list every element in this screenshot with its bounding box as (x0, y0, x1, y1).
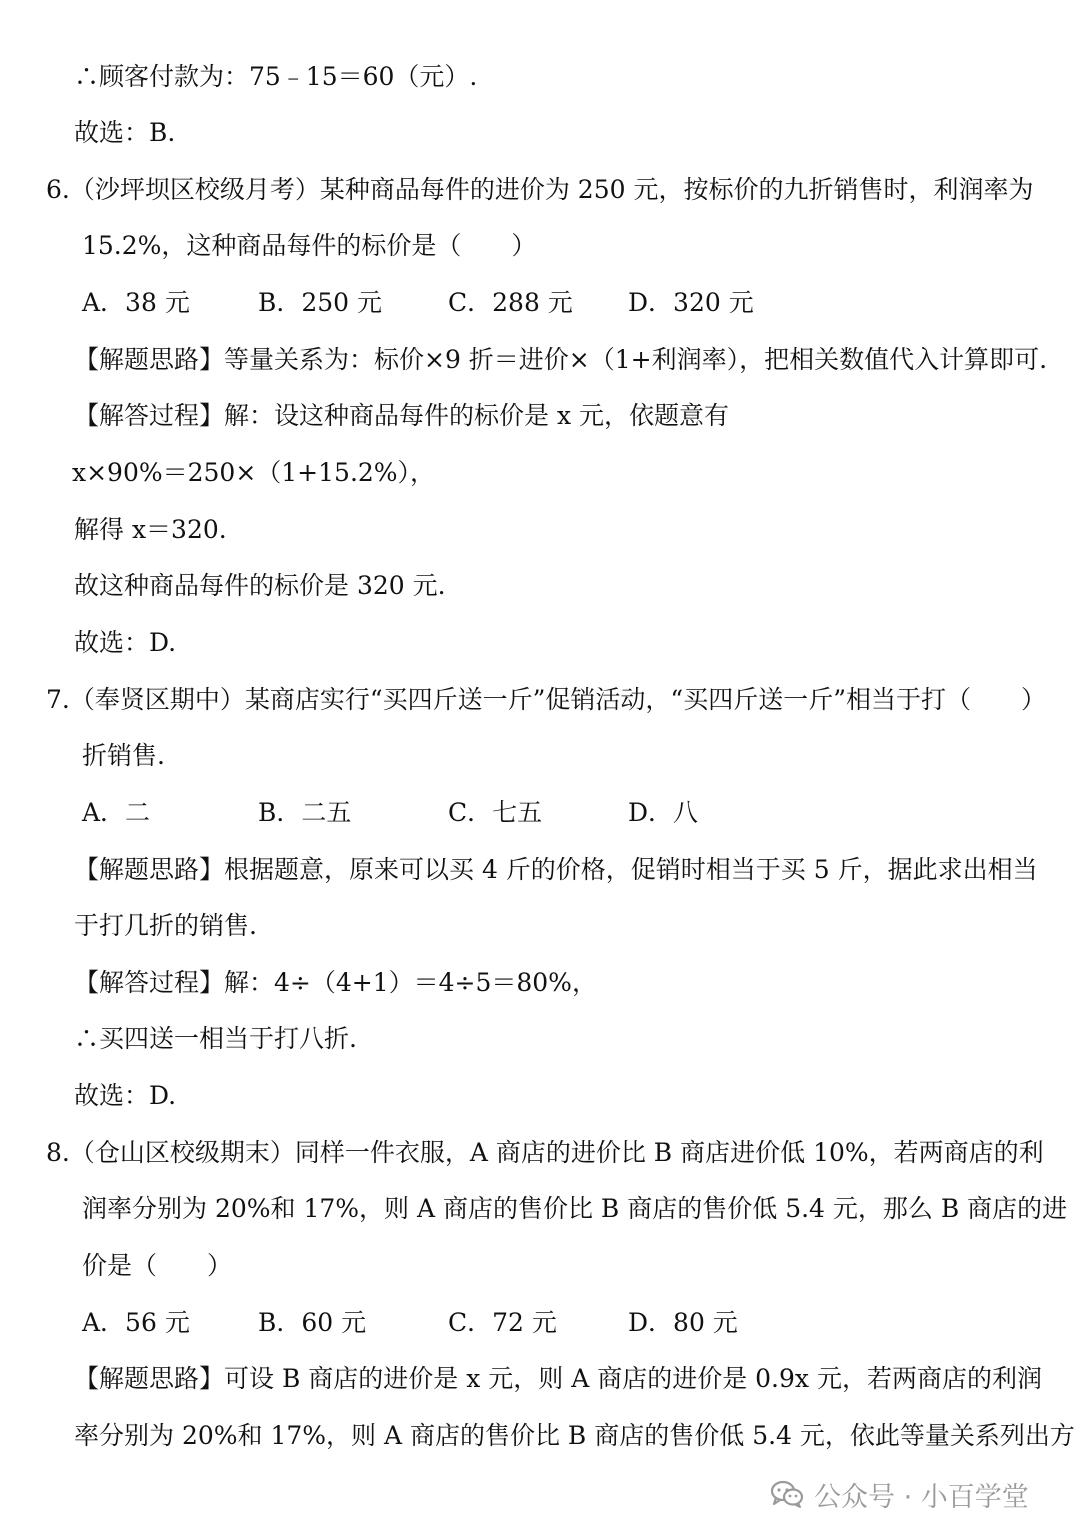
q8-option-b: B．60 元 (258, 1308, 367, 1337)
text-line: ∴顾客付款为：75﹣15＝60（元）. (74, 62, 478, 91)
question-6-stem-cont: 15.2%，这种商品每件的标价是（ ） (82, 231, 537, 260)
q7-answer: 故选：D. (74, 1081, 177, 1110)
q7-solution-idea: 【解题思路】根据题意，原来可以买 4 斤的价格，促销时相当于买 5 斤，据此求出相当 (74, 855, 1038, 884)
watermark (770, 1474, 1029, 1514)
q8-option-d: D．80 元 (628, 1308, 738, 1337)
q6-equation: x×90%＝250×（1+15.2%）， (72, 458, 436, 487)
q6-answer: 故选：D. (74, 628, 177, 657)
question-7-stem-cont: 折销售. (82, 741, 165, 770)
q8-solution-idea-cont: 率分别为 20%和 17%，则 A 商店的售价比 B 商店的售价低 5.4 元，依此等量关系列出方 (74, 1421, 1075, 1450)
q6-option-d: D．320 元 (628, 288, 754, 317)
q7-solution-idea-cont: 于打几折的销售. (74, 911, 257, 940)
q7-solution-process: 【解答过程】解：4÷（4+1）＝4÷5＝80%， (74, 968, 597, 997)
q7-conclusion: ∴买四送一相当于打八折. (74, 1024, 357, 1053)
question-8-stem-cont: 润率分别为 20%和 17%，则 A 商店的售价比 B 商店的售价低 5.4 元，那么 B 商店的进 (82, 1194, 1068, 1223)
q6-solution-process: 【解答过程】解：设这种商品每件的标价是 x 元，依题意有 (74, 401, 729, 430)
q8-option-c: C．72 元 (448, 1308, 557, 1337)
q6-conclusion: 故这种商品每件的标价是 320 元. (74, 571, 446, 600)
wechat-icon (770, 1479, 804, 1509)
q6-option-a: A．38 元 (82, 288, 190, 317)
q7-option-b: B．二五 (258, 798, 352, 827)
q8-option-a: A．56 元 (82, 1308, 190, 1337)
answer-line: 故选：B. (74, 118, 176, 147)
question-8-stem: 8.（仓山区校级期末）同样一件衣服，A 商店的进价比 B 商店进价低 10%，若两商店的利 (46, 1138, 1044, 1167)
q7-option-d: D．八 (628, 798, 699, 827)
q6-option-c: C．288 元 (448, 288, 573, 317)
q8-solution-idea: 【解题思路】可设 B 商店的进价是 x 元，则 A 商店的进价是 0.9x 元，若两商店的利润 (74, 1364, 1042, 1393)
watermark-text: 公众号 · 小百学堂 (814, 1481, 1029, 1513)
q7-option-a: A．二 (82, 798, 151, 827)
q6-solved: 解得 x＝320. (74, 515, 227, 544)
question-7-stem: 7.（奉贤区期中）某商店实行“买四斤送一斤”促销活动，“买四斤送一斤”相当于打（ ） (46, 685, 1046, 714)
q7-option-c: C．七五 (448, 798, 543, 827)
q6-solution-idea: 【解题思路】等量关系为：标价×9 折＝进价×（1+利润率），把相关数值代入计算即可. (74, 345, 1048, 374)
question-6-stem: 6.（沙坪坝区校级月考）某种商品每件的进价为 250 元，按标价的九折销售时，利润率为 (46, 175, 1034, 204)
question-8-stem-cont2: 价是（ ） (82, 1251, 233, 1280)
q6-option-b: B．250 元 (258, 288, 383, 317)
